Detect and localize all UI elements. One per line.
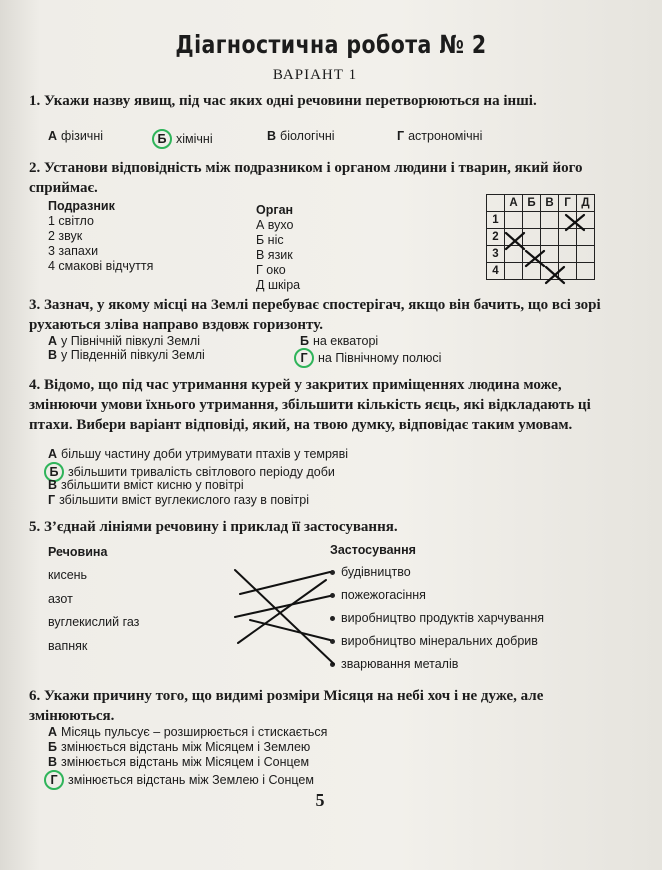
question-text: З’єднай лініями речовину і приклад її застосування. xyxy=(44,519,398,535)
page-number: 5 xyxy=(315,790,325,810)
selected-answer-circle: Б xyxy=(152,129,172,149)
match-line xyxy=(240,572,330,594)
grid-col-header: А xyxy=(505,195,523,212)
selected-answer-circle: Г xyxy=(44,770,64,790)
question-number: 4. xyxy=(29,377,41,393)
question-text: Відомо, що під час утримання курей у закритих приміщеннях людина може, змінюючи умови їхнього утримання, збільшити кількість яєць, які відкладають ці птахи. Вибери варіант відповіді, який, на твою думку, відповідає таким умовам. xyxy=(29,377,591,433)
question-text: Укажи причину того, що видимі розміри Місяця на небі хоч і не дуже, але змінюються. xyxy=(29,688,544,724)
option-text: у Північній півкулі Землі xyxy=(61,334,200,348)
grid-row-header: 2 xyxy=(487,229,505,246)
option-letter: Г xyxy=(397,129,405,143)
variant-heading: ВАРІАНТ 1 xyxy=(272,67,358,83)
selected-answer-circle: Г xyxy=(294,348,314,368)
question-number: 6. xyxy=(29,688,41,704)
grid-row-header: 4 xyxy=(487,263,505,280)
organ-item: Д шкіра xyxy=(256,278,301,292)
application-header: Застосування xyxy=(330,543,416,557)
application-text: пожежогасіння xyxy=(341,588,426,602)
organ-item: В язик xyxy=(256,248,293,262)
option-text: збільшити вміст кисню у повітрі xyxy=(61,478,244,492)
grid-col-header: Д xyxy=(577,195,595,212)
option-letter: Б xyxy=(48,740,57,754)
grid-row-header: 3 xyxy=(487,246,505,263)
stimulus-header: Подразник xyxy=(48,199,115,213)
option-text: змінюється відстань між Землею і Сонцем xyxy=(68,773,314,787)
option-letter: А xyxy=(48,334,58,348)
substance-header: Речовина xyxy=(48,545,108,559)
application-text: зварювання металів xyxy=(341,657,459,671)
stimulus-item: 1 світло xyxy=(48,214,94,228)
option-text: збільшити вміст вуглекислого газу в повітрі xyxy=(59,493,309,507)
organ-item: А вухо xyxy=(256,218,294,232)
option-letter: А xyxy=(48,447,58,461)
option-text: Місяць пульсує – розширюється і стискається xyxy=(61,725,328,739)
question-number: 1. xyxy=(29,93,41,109)
option-text: астрономічні xyxy=(408,129,483,143)
option-letter: А xyxy=(48,129,58,143)
application-text: виробництво мінеральних добрив xyxy=(341,634,538,648)
application-text: будівництво xyxy=(341,565,411,579)
option-letter: Г xyxy=(48,493,56,507)
substance-item[interactable]: кисень xyxy=(48,568,88,582)
q6-option-a[interactable] xyxy=(48,725,327,740)
option-text: більшу частину доби утримувати птахів у темряві xyxy=(61,447,348,461)
option-letter: Б xyxy=(300,334,309,348)
option-letter: В xyxy=(48,478,58,492)
option-text: змінюється відстань між Місяцем і Землею xyxy=(60,740,311,754)
q6-option-b[interactable] xyxy=(48,740,310,755)
option-text: на Північному полюсі xyxy=(318,351,442,365)
question-number: 5. xyxy=(29,519,41,535)
option-letter: В xyxy=(267,129,277,143)
option-letter: В xyxy=(48,348,58,362)
grid-col-header: Г xyxy=(559,195,577,212)
organ-header: Орган xyxy=(256,203,294,217)
application-text: виробництво продуктів харчування xyxy=(341,611,545,625)
question-text: Зазнач, у якому місці на Землі перебуває спостерігач, якщо він бачить, що всі зорі рухаються зліва направо вздовж горизонту. xyxy=(29,297,601,333)
q6-option-c[interactable] xyxy=(48,755,309,770)
q6-option-d[interactable] xyxy=(48,770,314,790)
option-text: збільшити тривалість світлового періоду доби xyxy=(68,465,335,479)
grid-col-header: В xyxy=(541,195,559,212)
substance-item[interactable]: вуглекислий газ xyxy=(48,615,140,629)
substance-item[interactable]: азот xyxy=(48,592,73,606)
stimulus-item: 3 запахи xyxy=(48,244,99,258)
option-text: змінюється відстань між Місяцем і Сонцем xyxy=(61,755,310,769)
option-text: фізичні xyxy=(61,129,103,143)
substance-item[interactable]: вапняк xyxy=(48,639,88,653)
selected-answer-circle: Б xyxy=(44,462,64,482)
organ-item: Б ніс xyxy=(256,233,284,247)
question-number: 3. xyxy=(29,297,41,313)
option-text: у Південній півкулі Землі xyxy=(61,348,205,362)
question-text: Установи відповідність між подразником і органом людини і тварин, який його сприймає. xyxy=(29,160,583,196)
option-text: на екваторі xyxy=(312,334,379,348)
question-text: Укажи назву явищ, під час яких одні речовини перетворюються на інші. xyxy=(44,93,537,109)
option-text: біологічні xyxy=(280,129,335,143)
grid-col-header: Б xyxy=(523,195,541,212)
option-text: хімічні xyxy=(176,132,213,146)
match-line xyxy=(238,580,326,643)
question-number: 2. xyxy=(29,160,41,176)
organ-item: Г око xyxy=(256,263,286,277)
option-letter: А xyxy=(48,725,58,739)
stimulus-item: 4 смакові відчуття xyxy=(48,259,154,273)
stimulus-item: 2 звук xyxy=(48,229,83,243)
grid-row-header: 1 xyxy=(487,212,505,229)
option-letter: В xyxy=(48,755,58,769)
question-6 xyxy=(29,686,607,726)
page-title: Діагностична робота № 2 xyxy=(175,30,487,59)
